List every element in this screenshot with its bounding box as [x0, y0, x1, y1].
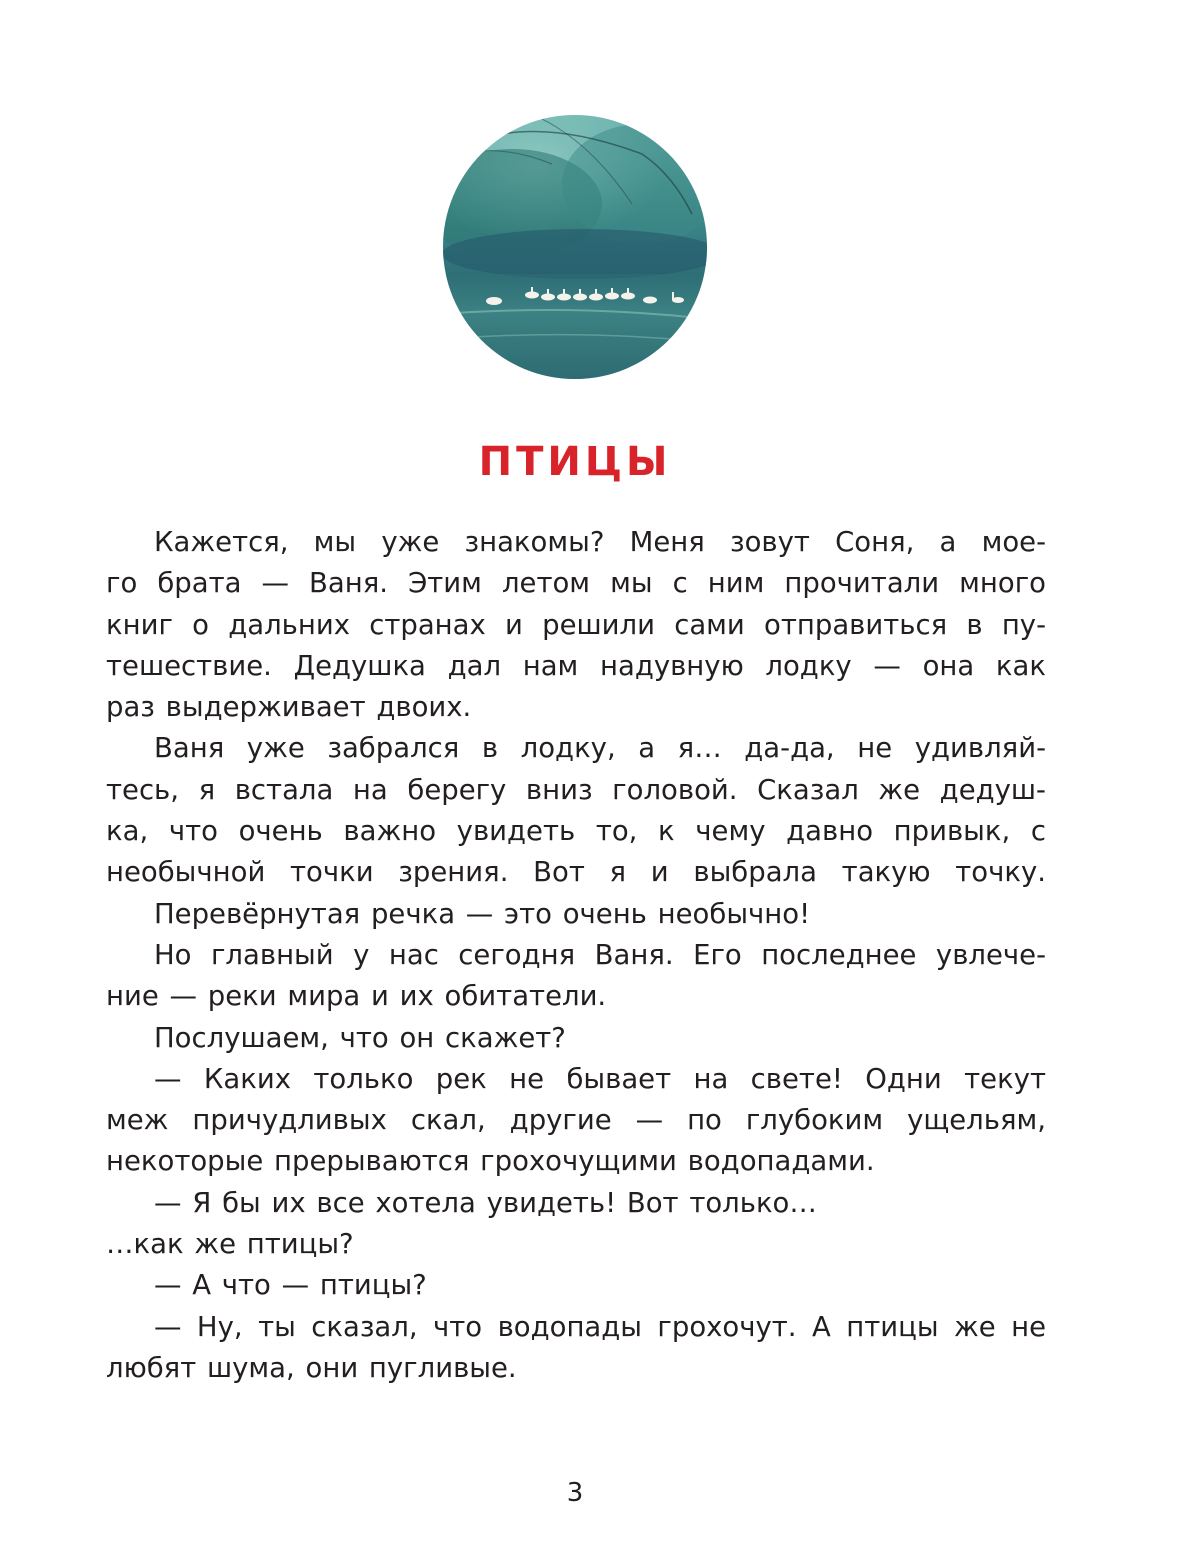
text-line: книг о дальних странах и решили сами отправиться в пу-	[106, 608, 1046, 641]
text-line: — Каких только рек не бывает на свете! Одни текут	[154, 1062, 1046, 1095]
text-line: Ваня уже забрался в лодку, а я… да-да, не удивляй-	[154, 732, 1046, 765]
chapter-title: ПТИЦЫ	[478, 439, 672, 485]
text-line: Кажется, мы уже знакомы? Меня зовут Соня, а мое-	[154, 526, 1046, 558]
text-line: го брата — Ваня. Этим летом мы с ним прочитали много	[106, 567, 1046, 600]
text-line: раз выдерживает двоих.	[106, 691, 472, 724]
river-geese-illustration	[442, 114, 708, 380]
text-line: тешествие. Дедушка дал нам надувную лодку — она как	[106, 649, 1046, 682]
page-number: 3	[566, 1478, 584, 1508]
text-line: Но главный у нас сегодня Ваня. Его последнее увлече-	[154, 938, 1046, 971]
text-line: тесь, я встала на берегу вниз головой. Сказал же дедуш-	[106, 773, 1046, 806]
text-line: меж причудливых скал, другие — по глубоким ущельям,	[106, 1104, 1046, 1137]
text-line: ние — реки мира и их обитатели.	[106, 980, 607, 1013]
text-line: Перевёрнутая речка — это очень необычно!	[154, 897, 811, 930]
text-line: необычной точки зрения. Вот я и выбрала такую точку.	[106, 856, 1046, 889]
text-line: — Ну, ты сказал, что водопады грохочут. А птицы же не	[154, 1310, 1046, 1343]
text-line: любят шума, они пугливые.	[106, 1351, 517, 1384]
story-text	[106, 522, 1046, 1389]
text-line: — А что — птицы?	[154, 1269, 427, 1302]
text-line: …как же птицы?	[106, 1228, 354, 1261]
text-line: ка, что очень важно увидеть то, к чему давно привык, с	[106, 815, 1046, 848]
illustration-svg	[442, 114, 708, 380]
text-line: некоторые прерываются грохочущими водопадами.	[106, 1145, 875, 1178]
text-line: — Я бы их все хотела увидеть! Вот только…	[154, 1186, 817, 1219]
text-line: Послушаем, что он скажет?	[154, 1021, 566, 1054]
